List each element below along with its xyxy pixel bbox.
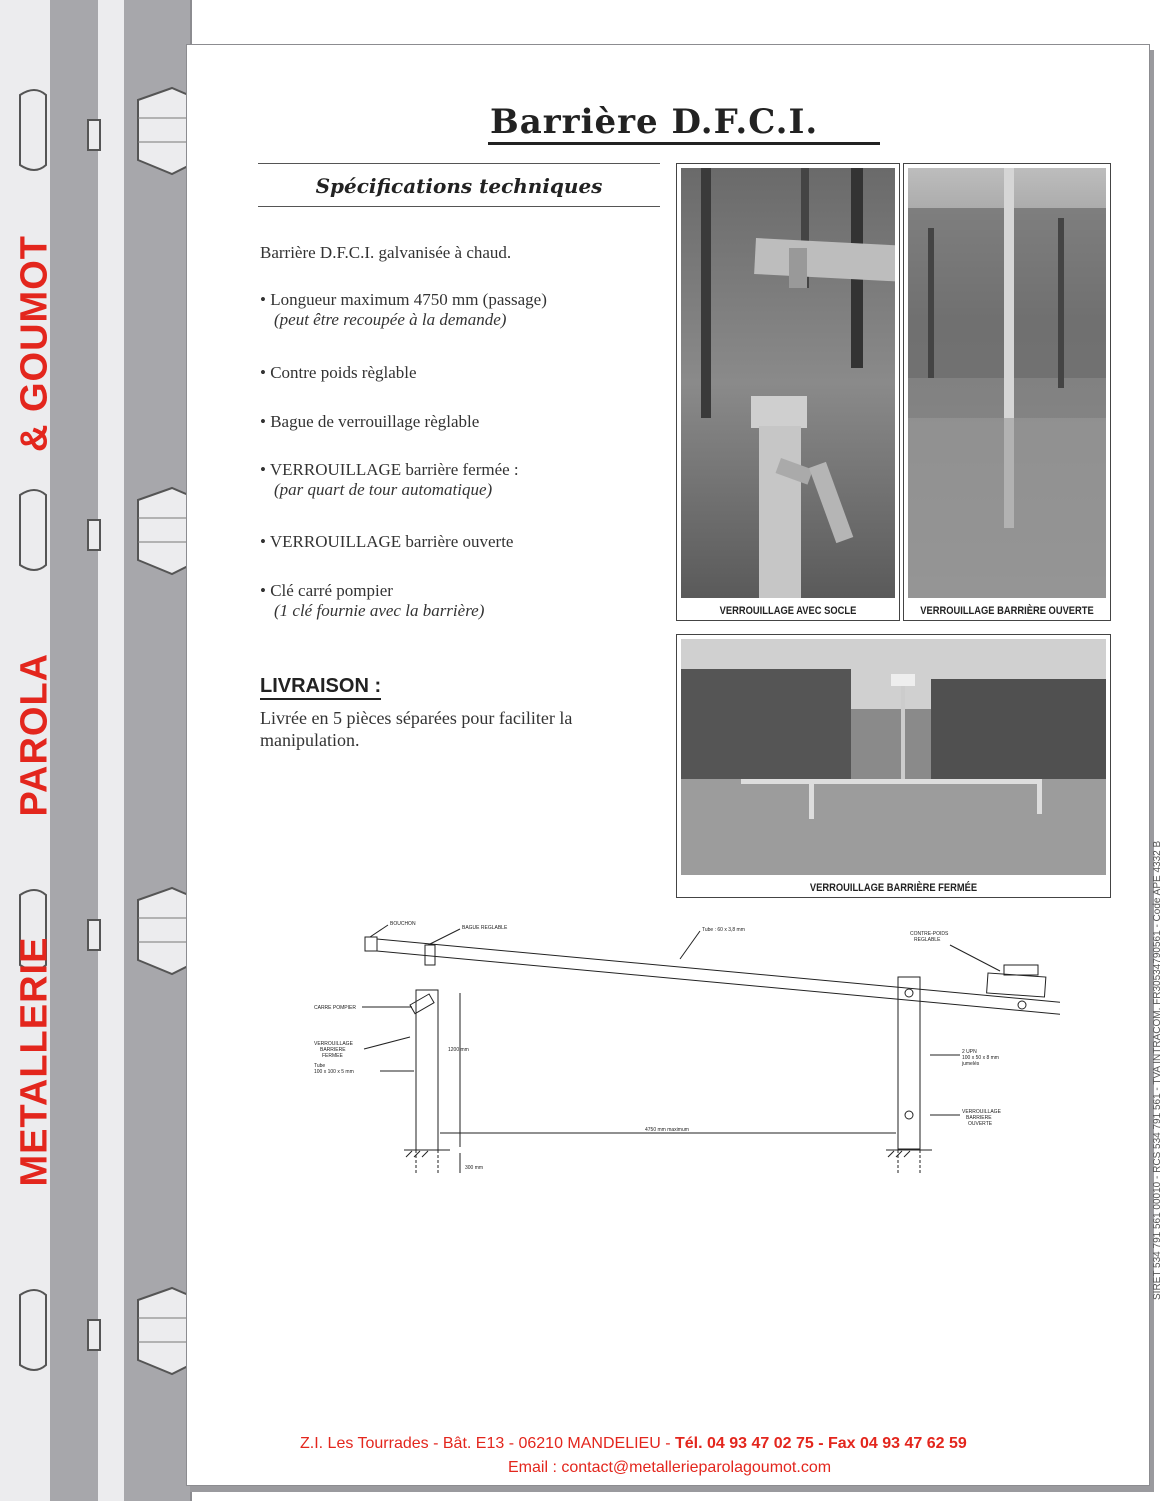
label-tube-top: Tube : 60 x 3,8 mm [702, 927, 745, 933]
photo-verrouillage-socle [676, 163, 900, 621]
bullet-sub: (peut être recoupée à la demande) [274, 310, 507, 329]
label-width: 4750 mm maximum [645, 1127, 689, 1133]
brand-parola: PAROLA [13, 652, 56, 817]
bullet-main: • Contre poids règlable [260, 363, 417, 382]
technical-diagram [300, 915, 1060, 1175]
siret-text: SIRET 534 791 561 00010 - RCS 534 791 561 - TVA INTRACOM. FR30534790561 - Code APE 4332 B [1152, 840, 1163, 1300]
spec-bullet [260, 460, 519, 500]
photo-verrouillage-fermee [676, 634, 1111, 898]
spec-bullet [260, 363, 417, 383]
label-bague: BAGUE REGLABLE [462, 925, 508, 931]
footer-address-line [300, 1435, 967, 1453]
label-reglable: REGLABLE [914, 937, 941, 943]
label-upn3: jumelés [962, 1061, 980, 1067]
bullet-main: • Bague de verrouillage règlable [260, 412, 480, 431]
label-height: 1200 mm [448, 1047, 469, 1053]
bullet-sub: (par quart de tour automatique) [274, 480, 493, 499]
footer-address: Z.I. Les Tourrades - Bât. E13 - 06210 MANDELIEU - [300, 1435, 675, 1452]
diagram-right-post [898, 977, 920, 1149]
spec-bullet [260, 532, 513, 552]
photo-image [908, 168, 1106, 598]
diagram-bouchon [365, 937, 377, 951]
label-depth: 300 mm [465, 1165, 484, 1171]
label-verr-o3: OUVERTE [968, 1121, 993, 1127]
label-verr-o2: BARRIERE [966, 1115, 992, 1121]
livraison-text: Livrée en 5 pièces séparées pour faciliter la manipulation. [260, 708, 573, 750]
diagram-counterweight [987, 973, 1046, 997]
spec-bullet [260, 581, 484, 621]
label-verr-f1: VERROUILLAGE [314, 1041, 353, 1047]
photo-caption: VERROUILLAGE AVEC SOCLE [719, 605, 857, 617]
label-upn1: 2 UPN [962, 1049, 977, 1055]
bullet-main: • VERROUILLAGE barrière fermée : [260, 460, 519, 479]
page-title: Barrière D.F.C.I. [490, 102, 819, 142]
spec-header [258, 163, 660, 207]
label-verr-f2: BARRIERE [320, 1047, 346, 1053]
brand-goumot: & GOUMOT [13, 235, 56, 452]
footer-phone: Tél. 04 93 47 02 75 - Fax 04 93 47 62 59 [674, 1435, 967, 1452]
label-upn2: 100 x 50 x 8 mm [962, 1055, 999, 1061]
title-underline [488, 142, 880, 145]
brand-metallerie: METALLERIE [13, 936, 56, 1187]
photo-caption: VERROUILLAGE BARRIÈRE FERMÉE [809, 882, 978, 894]
photo-image [681, 168, 895, 598]
footer-email: Email : contact@metallerieparolagoumot.com [508, 1459, 832, 1476]
label-verr-f3: FERMEE [322, 1053, 343, 1059]
diagram-left-post [416, 990, 438, 1150]
spec-bullet [260, 412, 479, 432]
label-tube-post: Tube [314, 1063, 326, 1069]
bullet-main: • Clé carré pompier [260, 581, 393, 600]
spec-intro: Barrière D.F.C.I. galvanisée à chaud. [260, 243, 512, 262]
bullet-sub: (1 clé fournie avec la barrière) [274, 601, 485, 620]
label-bouchon: BOUCHON [390, 921, 416, 927]
bullet-main: • VERROUILLAGE barrière ouverte [260, 532, 514, 551]
photo-image [681, 639, 1106, 875]
bullet-main: • Longueur maximum 4750 mm (passage) [260, 290, 547, 309]
photo-verrouillage-ouverte [903, 163, 1111, 621]
label-verr-o1: VERROUILLAGE [962, 1109, 1001, 1115]
spec-title: Spécifications techniques [315, 174, 603, 198]
spec-bullet [260, 290, 547, 330]
label-contrepoids: CONTRE-POIDS [910, 931, 949, 937]
photo-caption: VERROUILLAGE BARRIÈRE OUVERTE [920, 605, 1094, 617]
label-carre: CARRE POMPIER [314, 1005, 356, 1011]
livraison-title: LIVRAISON : [260, 675, 381, 700]
label-tube-size: 100 x 100 x 5 mm [314, 1069, 354, 1075]
